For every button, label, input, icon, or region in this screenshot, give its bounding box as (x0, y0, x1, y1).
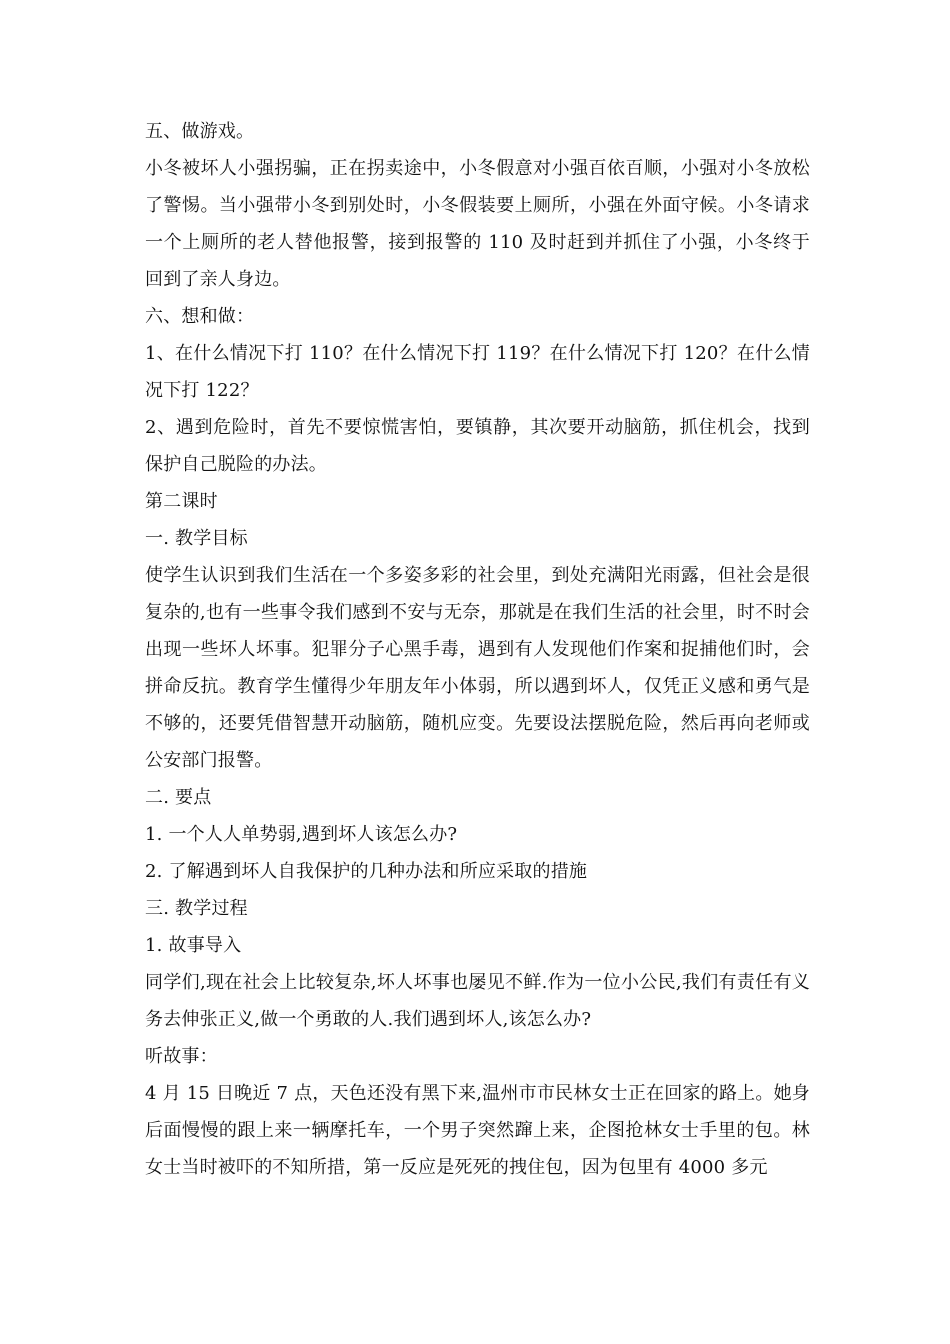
paragraph-question-2: 2、遇到危险时，首先不要惊慌害怕，要镇静，其次要开动脑筋，抓住机会，找到保护自己脱险的办法。 (145, 417, 810, 475)
paragraph-objectives: 使学生认识到我们生活在一个多姿多彩的社会里，到处充满阳光雨露，但社会是很复杂的,也有一些事令我们感到不安与无奈，那就是在我们生活的社会里，时不时会出现一些坏人坏事。犯罪分子心黑手毒，遇到有人发现他们作案和捉捕他们时，会拼命反抗。教育学生懂得少年朋友年小体弱，所以遇到坏人，仅凭正义感和勇气是不够的，还要凭借智慧开动脑筋，随机应变。先要设法摆脱危险，然后再向老师或公安部门报警。 (145, 565, 810, 771)
key-point-1: 1. 一个人人单势弱,遇到坏人该怎么办? (145, 824, 458, 845)
subheading-story-intro: 1. 故事导入 (145, 935, 242, 956)
label-listen-story: 听故事： (145, 1046, 218, 1067)
section-heading-process: 三. 教学过程 (145, 898, 248, 919)
lesson-heading-second: 第二课时 (145, 491, 218, 512)
key-point-2: 2. 了解遇到坏人自我保护的几种办法和所应采取的措施 (145, 861, 588, 882)
section-heading-key-points: 二. 要点 (145, 787, 212, 808)
section-heading-think-do: 六、想和做： (145, 306, 255, 327)
section-heading-objectives: 一. 教学目标 (145, 528, 248, 549)
paragraph-question-1: 1、在什么情况下打 110？在什么情况下打 119？在什么情况下打 120？在什么情况下打 122？ (145, 343, 810, 401)
paragraph-story: 4 月 15 日晚近 7 点，天色还没有黑下来,温州市市民林女士正在回家的路上。她身后面慢慢的跟上来一辆摩托车，一个男子突然蹿上来，企图抢林女士手里的包。林女士当时被吓的不知所措，第一反应是死死的拽住包，因为包里有 4000 多元 (145, 1083, 810, 1178)
section-heading-game: 五、做游戏。 (145, 121, 255, 142)
paragraph-intro: 同学们,现在社会上比较复杂,坏人坏事也屡见不鲜.作为一位小公民,我们有责任有义务去伸张正义,做一个勇敢的人.我们遇到坏人,该怎么办? (145, 972, 810, 1030)
document-body (145, 113, 810, 1186)
paragraph-game-story: 小冬被坏人小强拐骗，正在拐卖途中，小冬假意对小强百依百顺，小强对小冬放松了警惕。当小强带小冬到别处时，小冬假装要上厕所，小强在外面守候。小冬请求一个上厕所的老人替他报警，接到报警的 110 及时赶到并抓住了小强，小冬终于回到了亲人身边。 (145, 158, 810, 290)
